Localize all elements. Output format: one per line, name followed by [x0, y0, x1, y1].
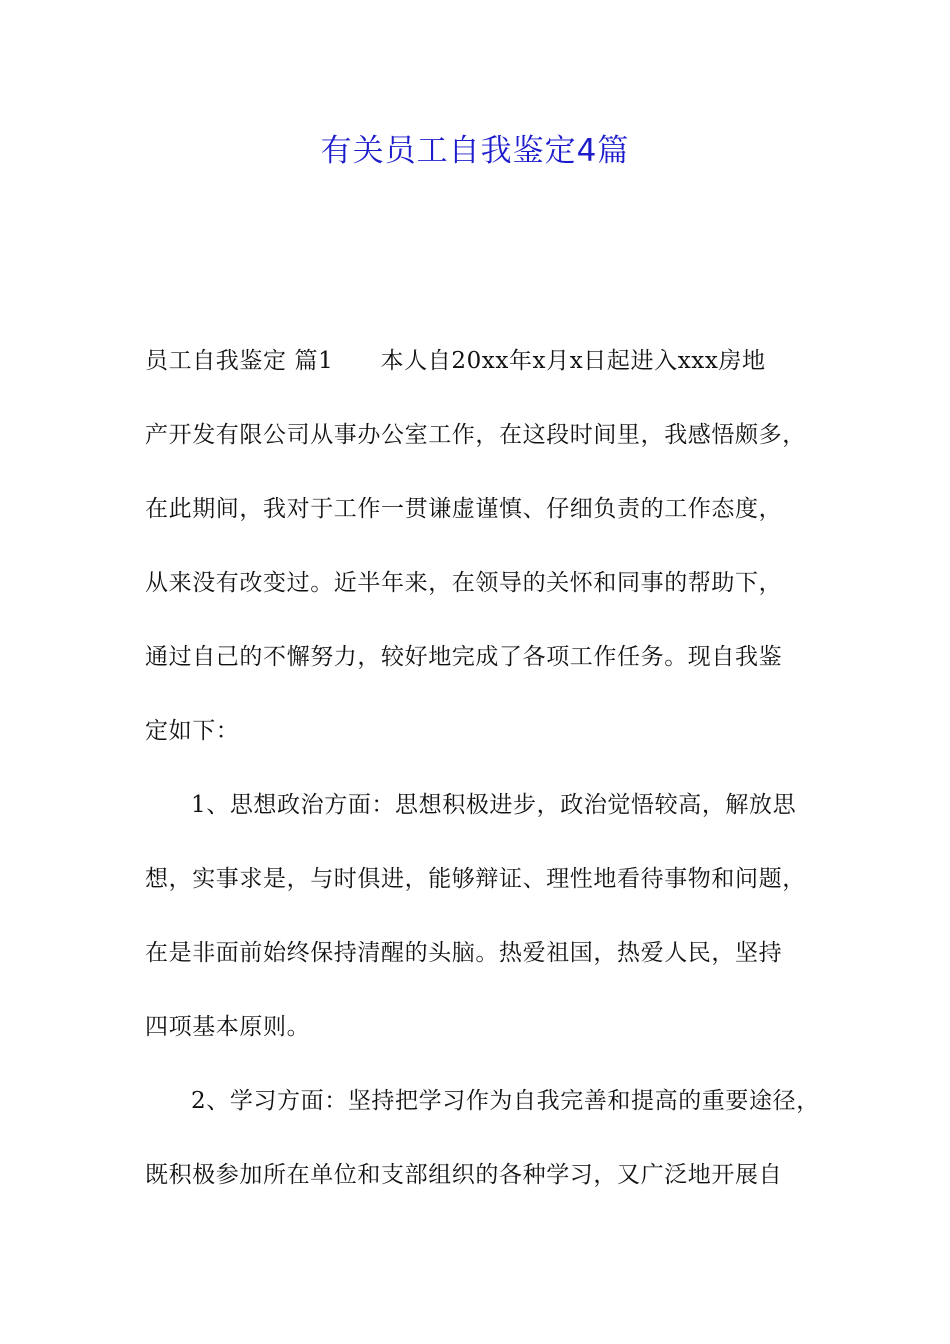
body-line: 2、学习方面：坚持把学习作为自我完善和提高的重要途径，	[191, 1088, 820, 1114]
body-line: 从来没有改变过。近半年来，在领导的关怀和同事的帮助下，	[145, 570, 783, 596]
body-line: 1、思想政治方面：思想积极进步，政治觉悟较高，解放思	[191, 792, 797, 818]
body-line: 四项基本原则。	[145, 1014, 311, 1040]
body-line: 定如下：	[145, 718, 240, 744]
body-line: 在是非面前始终保持清醒的头脑。热爱祖国，热爱人民，坚持	[145, 940, 783, 966]
body-line: 产开发有限公司从事办公室工作，在这段时间里，我感悟颇多，	[145, 422, 806, 448]
body-line: 在此期间，我对于工作一贯谦虚谨慎、仔细负责的工作态度，	[145, 496, 783, 522]
body-line: 通过自己的不懈努力，较好地完成了各项工作任务。现自我鉴	[145, 644, 783, 670]
body-line: 既积极参加所在单位和支部组织的各种学习，又广泛地开展自	[145, 1162, 783, 1188]
body-line: 想，实事求是，与时俱进，能够辩证、理性地看待事物和问题，	[145, 866, 806, 892]
body-line: 员工自我鉴定 篇1 本人自20xx年x月x日起进入xxx房地	[145, 348, 766, 374]
document-title: 有关员工自我鉴定4篇	[320, 133, 630, 169]
